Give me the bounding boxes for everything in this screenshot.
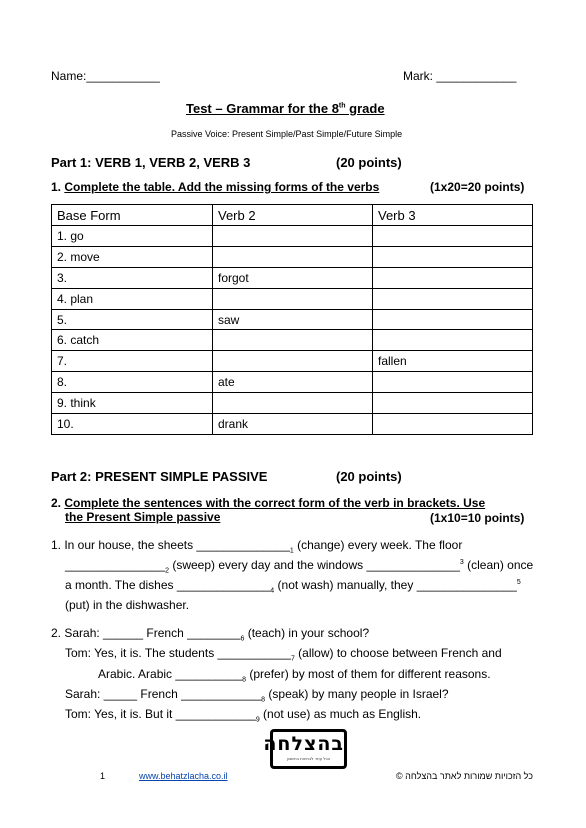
cell-verb3[interactable] [373,246,533,267]
blank-number: 5 [516,579,521,586]
ex2-line3 [98,667,491,683]
table-row [52,372,533,393]
header-verb-2: Verb 2 [213,205,373,226]
cell-verb2: forgot [213,267,373,288]
table-row [52,330,533,351]
table-row [52,267,533,288]
part2-heading: Part 2: PRESENT SIMPLE PASSIVE [51,469,268,484]
blank-number: 8 [242,676,247,684]
cell-verb3[interactable] [373,330,533,351]
part2-points: (20 points) [336,469,402,484]
cell-base[interactable]: 8. [52,372,213,393]
ex2-line1 [51,626,369,642]
blank-number: 1 [289,547,294,555]
ex2-line1-text: 2. Sarah: ______ French ________ [51,626,241,640]
logo-tagline: הכל עוזר לבחינות בחשבון [286,756,331,761]
ex2-line2-text: Tom: Yes, it is. The students ___________ [65,646,291,660]
ex2-line5-text: Tom: Yes, it is. But it ____________ [65,707,256,721]
ex2-line4 [65,687,449,703]
ex1-line1-text: 1. In our house, the sheets ______________ [51,538,290,552]
ex2-line4-text: Sarah: _____ French ____________ [65,687,262,701]
blank-number: 7 [290,655,295,663]
table-row [52,288,533,309]
cell-verb3: fallen [373,351,533,372]
question1-points: (1x20=20 points) [430,180,525,194]
ex2-line3-text-b: (prefer) by most of them for different reasons. [246,667,491,681]
ex2-line3-text: Arabic. Arabic __________ [98,667,243,681]
cell-verb2[interactable] [213,393,373,414]
page-title [186,101,385,116]
cell-verb2: saw [213,309,373,330]
cell-verb2[interactable] [213,330,373,351]
ex1-line2-text-c: (clean) once [463,558,534,572]
question1-text: Complete the table. Add the missing forms of the verbs [64,180,380,194]
cell-verb3[interactable] [373,267,533,288]
cell-base: 2. move [52,246,213,267]
ex2-line4-text-b: (speak) by many people in Israel? [265,687,449,701]
cell-verb3[interactable] [373,372,533,393]
question2 [51,496,485,510]
part1-heading: Part 1: VERB 1, VERB 2, VERB 3 [51,155,251,170]
mark-field: Mark: ____________ [403,69,517,83]
ex1-line3-text-b: (not wash) manually, they _______________ [274,578,517,592]
table-row [52,414,533,435]
copyright-text: כל הזכויות שמורות לאתר בהצלחה © [396,771,533,781]
cell-verb2[interactable] [213,226,373,247]
cell-verb2[interactable] [213,246,373,267]
cell-verb3[interactable] [373,309,533,330]
name-field: Name:___________ [51,69,160,83]
ex1-line4: (put) in the dishwasher. [65,598,190,612]
ex2-line2-text-b: (allow) to choose between French and [294,646,502,660]
logo-text: בהצלחה [263,733,344,755]
ex1-line3 [65,578,521,594]
question2-text-line2: the Present Simple passive [65,510,221,524]
cell-base[interactable]: 5. [52,309,213,330]
cell-base: 6. catch [52,330,213,351]
question1-number: 1. [51,180,62,194]
part1-points: (20 points) [336,155,402,170]
page-subtitle: Passive Voice: Present Simple/Past Simple/Future Simple [171,129,403,139]
cell-verb3[interactable] [373,288,533,309]
table-row [52,393,533,414]
cell-base: 9. think [52,393,213,414]
cell-verb2: ate [213,372,373,393]
cell-base[interactable]: 10. [52,414,213,435]
ex1-line1 [51,538,462,554]
cell-base[interactable]: 7. [52,351,213,372]
table-row [52,351,533,372]
ex2-line5 [65,707,421,723]
title-end: grade [345,101,385,116]
question1 [51,180,379,194]
blank-number: 6 [240,635,245,643]
ex1-line2 [65,558,533,574]
table-row [52,226,533,247]
table-header-row [52,205,533,226]
cell-verb3[interactable] [373,393,533,414]
title-superscript: th [338,102,346,110]
behatzlacha-logo [263,729,347,769]
ex1-line1-text-b: (change) every week. The floor [293,538,463,552]
table-row [52,309,533,330]
blank-number: 8 [261,696,266,704]
header-verb-3: Verb 3 [373,205,533,226]
blank-number: 2 [165,567,170,575]
website-link[interactable]: www.behatzlacha.co.il [139,771,228,781]
question2-text-line1: Complete the sentences with the correct form of the verb in brackets. Use [64,496,486,510]
ex2-line5-text-b: (not use) as much as English. [259,707,422,721]
blank-number: 4 [270,587,275,595]
verbs-table [51,204,533,435]
question2-number: 2. [51,496,62,510]
cell-verb3[interactable] [373,414,533,435]
page-number: 1 [100,771,106,781]
title-main: Test – Grammar for the 8 [186,101,339,116]
cell-verb3[interactable] [373,226,533,247]
ex2-line2 [65,646,502,662]
cell-verb2[interactable] [213,288,373,309]
header-base-form: Base Form [52,205,213,226]
cell-verb2[interactable] [213,351,373,372]
cell-base: 4. plan [52,288,213,309]
blank-number: 3 [459,559,464,566]
ex1-line2-text-b: (sweep) every day and the windows ______________ [169,558,460,572]
ex1-line3-text: a month. The dishes ______________ [65,578,271,592]
blank-number: 9 [255,716,260,724]
table-row [52,246,533,267]
cell-base[interactable]: 3. [52,267,213,288]
cell-base: 1. go [52,226,213,247]
cell-verb2: drank [213,414,373,435]
ex1-line2-text: _______________ [65,558,166,572]
ex2-line1-text-b: (teach) in your school? [244,626,370,640]
question2-points: (1x10=10 points) [430,511,525,525]
